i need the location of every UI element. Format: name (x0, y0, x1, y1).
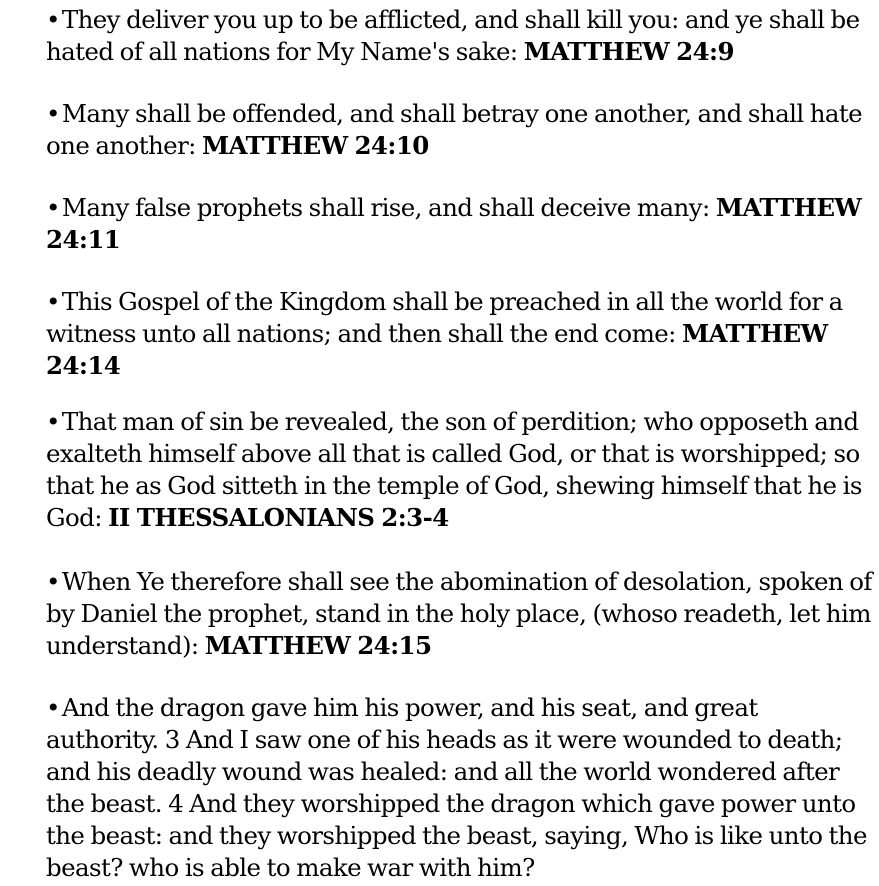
scripture-item (46, 566, 872, 662)
scripture-item (46, 406, 872, 534)
bullet-icon: • (46, 567, 60, 596)
scripture-reference: MATTHEW 24:14 (46, 319, 828, 380)
scripture-item (46, 192, 872, 256)
bullet-icon: • (46, 693, 60, 722)
bullet-icon: • (46, 99, 60, 128)
scripture-item (46, 98, 872, 162)
scripture-reference: MATTHEW 24:9 (523, 37, 734, 66)
scripture-reference: MATTHEW 24:11 (46, 193, 862, 254)
scripture-reference: II THESSALONIANS 2:3-4 (108, 503, 449, 532)
scripture-text: Many false prophets shall rise, and shall deceive many: (61, 193, 716, 222)
scripture-text: When Ye therefore shall see the abomination of desolation, spoken of by Daniel the prophet, stand in the holy place, (whoso readeth, let him understand): (46, 567, 872, 660)
bullet-icon: • (46, 193, 60, 222)
scripture-item (46, 4, 872, 68)
scripture-item (46, 692, 872, 884)
bullet-icon: • (46, 5, 60, 34)
scripture-text: This Gospel of the Kingdom shall be preached in all the world for a witness unto all nations; and then shall the end come: (46, 287, 843, 348)
scripture-reference: MATTHEW 24:10 (202, 131, 429, 160)
scripture-text: Many shall be offended, and shall betray one another, and shall hate one another: (46, 99, 863, 160)
bullet-icon: • (46, 287, 60, 316)
scripture-reference: MATTHEW 24:15 (204, 631, 432, 660)
bullet-icon: • (46, 407, 60, 436)
scripture-text: And the dragon gave him his power, and his seat, and great authority. 3 And I saw one of his heads as it were wounded to death; and his deadly wound was healed: and all the world wondered after the beast. 4 And they worshipped the dragon which gave power unto the beast: and they worshipped the beast, saying, Who is like unto the beast? who is able to make war with him? (46, 693, 867, 882)
scripture-text: That man of sin be revealed, the son of perdition; who opposeth and exalteth himself above all that is called God, or that is worshipped; so that he as God sitteth in the temple of God, shewing himself that he is God: (46, 407, 862, 532)
scripture-text: They deliver you up to be afflicted, and shall kill you: and ye shall be hated of all nations for My Name's sake: (46, 5, 860, 66)
scripture-item (46, 286, 872, 382)
